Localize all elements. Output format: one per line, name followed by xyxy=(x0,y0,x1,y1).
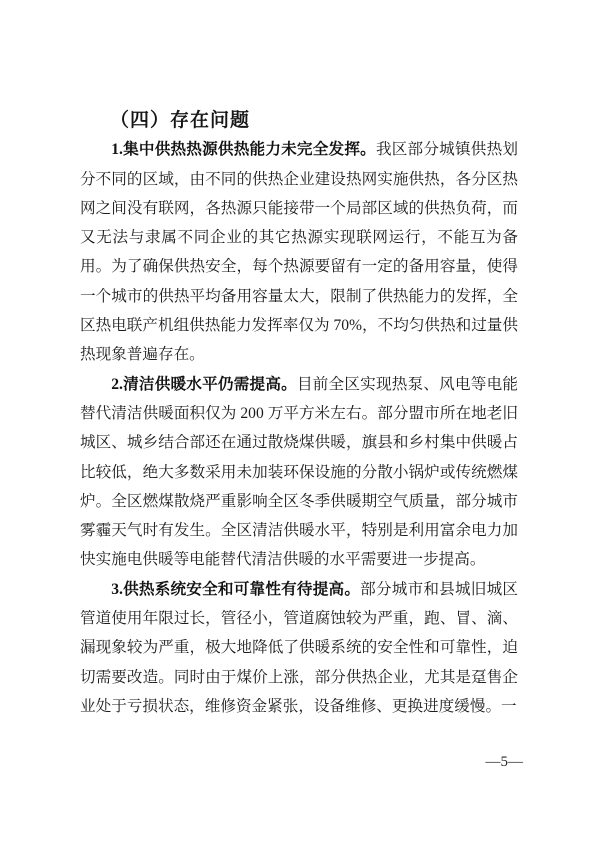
paragraph-1 xyxy=(80,135,518,369)
paragraph-2 xyxy=(80,370,518,575)
paragraph-2-body: 目前全区实现热泵、风电等电能替代清洁供暖面积仅为 200 万平方米左右。部分盟市所在地老旧城区、城乡结合部还在通过散烧煤供暖，旗县和乡村集中供暖占比较低，绝大多数采用未加装环保设施的分散小锅炉或传统燃煤炉。全区燃煤散烧严重影响全区冬季供暖期空气质量，部分城市雾霾天气时有发生。全区清洁供暖水平，特别是利用富余电力加快实施电供暖等电能替代清洁供暖的水平需要进一步提高。 xyxy=(80,375,518,569)
paragraph-3-lead: 3.供热系统安全和可靠性有待提高。 xyxy=(111,580,361,598)
paragraph-2-lead: 2.清洁供暖水平仍需提高。 xyxy=(111,375,297,393)
paragraph-1-body: 我区部分城镇供热划分不同的区域，由不同的供热企业建设热网实施供热，各分区热网之间没有联网，各热源只能接带一个局部区域的供热负荷，而又无法与隶属不同企业的其它热源实现联网运行，不能互为备用。为了确保供热安全，每个热源要留有一定的备用容量，使得一个城市的供热平均备用容量太大，限制了供热能力的发挥，全区热电联产机组供热能力发挥率仅为 70%，不均匀供热和过量供热现象普遍存在。 xyxy=(80,141,518,364)
document-text-block xyxy=(80,106,518,721)
paragraph-1-lead: 1.集中供热热源供热能力未完全发挥。 xyxy=(111,141,376,159)
paragraph-3 xyxy=(80,575,518,721)
section-heading: （四）存在问题 xyxy=(110,110,251,131)
paragraph-3-body: 部分城市和县城旧城区管道使用年限过长，管径小，管道腐蚀较为严重，跑、冒、滴、漏现象较为严重，极大地降低了供暖系统的安全性和可靠性，迫切需要改造。同时由于煤价上涨，部分供热企业，尤其是趸售企业处于亏损状态，维修资金紧张，设备维修、更换进度缓慢。一 xyxy=(80,580,518,715)
page-number: —5— xyxy=(485,754,523,770)
